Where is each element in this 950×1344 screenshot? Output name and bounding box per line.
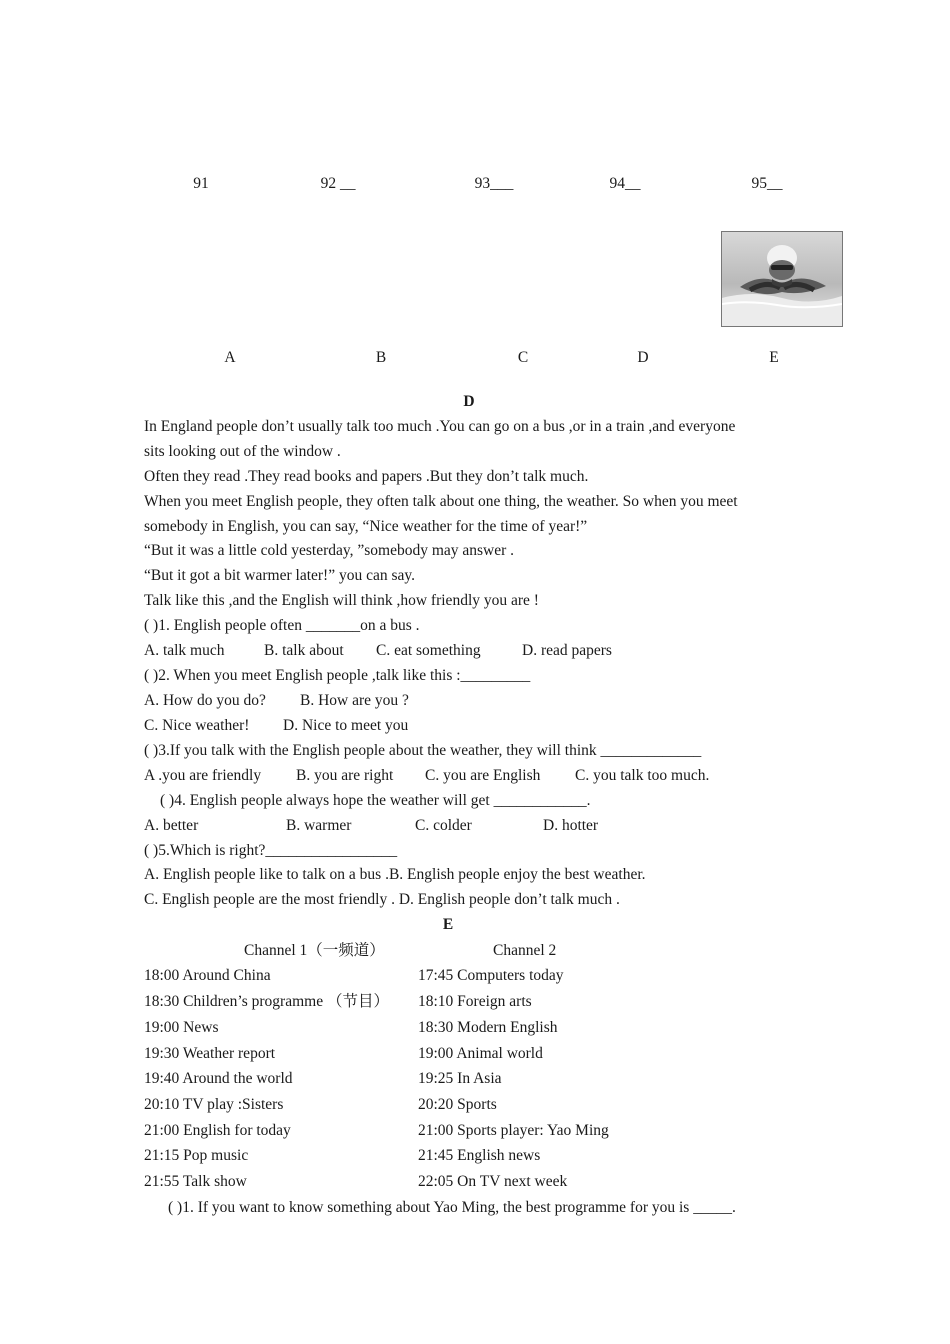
section-e-heading: E [442,916,454,933]
schedule-row [144,1066,824,1092]
q1-option-a: A. talk much [144,642,225,659]
passage-line: Talk like this ,and the English will think ,how friendly you are ! [144,592,539,609]
schedule-row [144,1041,824,1067]
question-3: ( )3.If you talk with the English people about the weather, they will think _____________ [144,742,702,759]
number-93: 93___ [474,175,514,192]
q4-option-d: D. hotter [543,817,599,834]
channel-1-programme: 19:30 Weather report [144,1045,276,1062]
passage-line: sits looking out of the window . [144,443,341,460]
letter-e: E [769,349,779,366]
channel-1-programme: 18:30 Children’s programme （节目） [144,993,389,1010]
question-1: ( )1. English people often _______on a bus . [144,617,420,634]
number-94: 94__ [609,175,641,192]
q4-option-a: A. better [144,817,199,834]
schedule-row [144,989,824,1015]
swimmer-photo [721,231,843,327]
swimmer-icon [722,232,842,326]
q1-option-c: C. eat something [376,642,481,659]
channel-2-programme: 18:30 Modern English [418,1019,558,1036]
channel-1-programme: 21:55 Talk show [144,1173,247,1190]
q3-option-b: B. you are right [296,767,394,784]
channel-1-programme: 18:00 Around China [144,967,271,984]
letter-b: B [375,349,387,366]
channel-2-programme: 19:25 In Asia [418,1070,502,1087]
passage-line: Often they read .They read books and papers .But they don’t talk much. [144,468,589,485]
channel-2-programme: 21:00 Sports player: Yao Ming [418,1122,609,1139]
q4-option-c: C. colder [415,817,472,834]
schedule-row [144,1118,824,1144]
channel-2-header: Channel 2 [493,942,557,959]
schedule-row [144,963,824,989]
channel-2-programme: 20:20 Sports [418,1096,497,1113]
question-4: ( )4. English people always hope the weather will get ____________. [160,792,591,809]
q1-option-d: D. read papers [522,642,612,659]
q3-option-c: C. you are English [425,767,541,784]
number-91: 91 [193,175,209,192]
q4-option-b: B. warmer [286,817,352,834]
passage-line: In England people don’t usually talk too much .You can go on a bus ,or in a train ,and everyone [144,418,736,435]
channel-2-programme: 22:05 On TV next week [418,1173,568,1190]
question-5: ( )5.Which is right?_________________ [144,842,398,859]
number-92: 92 __ [320,175,356,192]
q2-option-c: C. Nice weather! [144,717,250,734]
number-95: 95__ [751,175,783,192]
schedule-row [144,1015,824,1041]
channel-1-programme: 19:00 News [144,1019,219,1036]
letter-d: D [637,349,649,366]
channel-1-programme: 21:00 English for today [144,1122,291,1139]
schedule-row [144,1092,824,1118]
channel-1-programme: 20:10 TV play :Sisters [144,1096,284,1113]
channel-1-programme: 21:15 Pop music [144,1147,249,1164]
passage-line: “But it got a bit warmer later!” you can say. [144,567,416,584]
channel-1-programme: 19:40 Around the world [144,1070,293,1087]
letter-a: A [224,349,236,366]
schedule-row [144,1143,824,1169]
passage-line: somebody in English, you can say, “Nice weather for the time of year!” [144,518,588,535]
q5-options-line-2: C. English people are the most friendly . D. English people don’t talk much . [144,891,620,908]
q2-option-d: D. Nice to meet you [283,717,409,734]
question-2: ( )2. When you meet English people ,talk like this :_________ [144,667,531,684]
q3-option-d: C. you talk too much. [575,767,710,784]
q5-options-line-1: A. English people like to talk on a bus .B. English people enjoy the best weather. [144,866,646,883]
q3-option-a: A .you are friendly [144,767,262,784]
schedule-row [144,1169,824,1195]
q2-option-b: B. How are you ? [300,692,409,709]
channel-2-programme: 19:00 Animal world [418,1045,543,1062]
passage-line: When you meet English people, they often talk about one thing, the weather. So when you meet [144,493,738,510]
channel-2-programme: 21:45 English news [418,1147,541,1164]
section-d-heading: D [463,393,475,410]
q2-option-a: A. How do you do? [144,692,266,709]
channel-2-programme: 18:10 Foreign arts [418,993,532,1010]
letter-c: C [517,349,529,366]
channel-1-header: Channel 1（一频道） [244,942,385,959]
passage-line: “But it was a little cold yesterday, ”somebody may answer . [144,542,515,559]
q1-option-b: B. talk about [264,642,344,659]
section-e-question-1: ( )1. If you want to know something about Yao Ming, the best programme for you is _____. [168,1199,736,1216]
channel-2-programme: 17:45 Computers today [418,967,564,984]
